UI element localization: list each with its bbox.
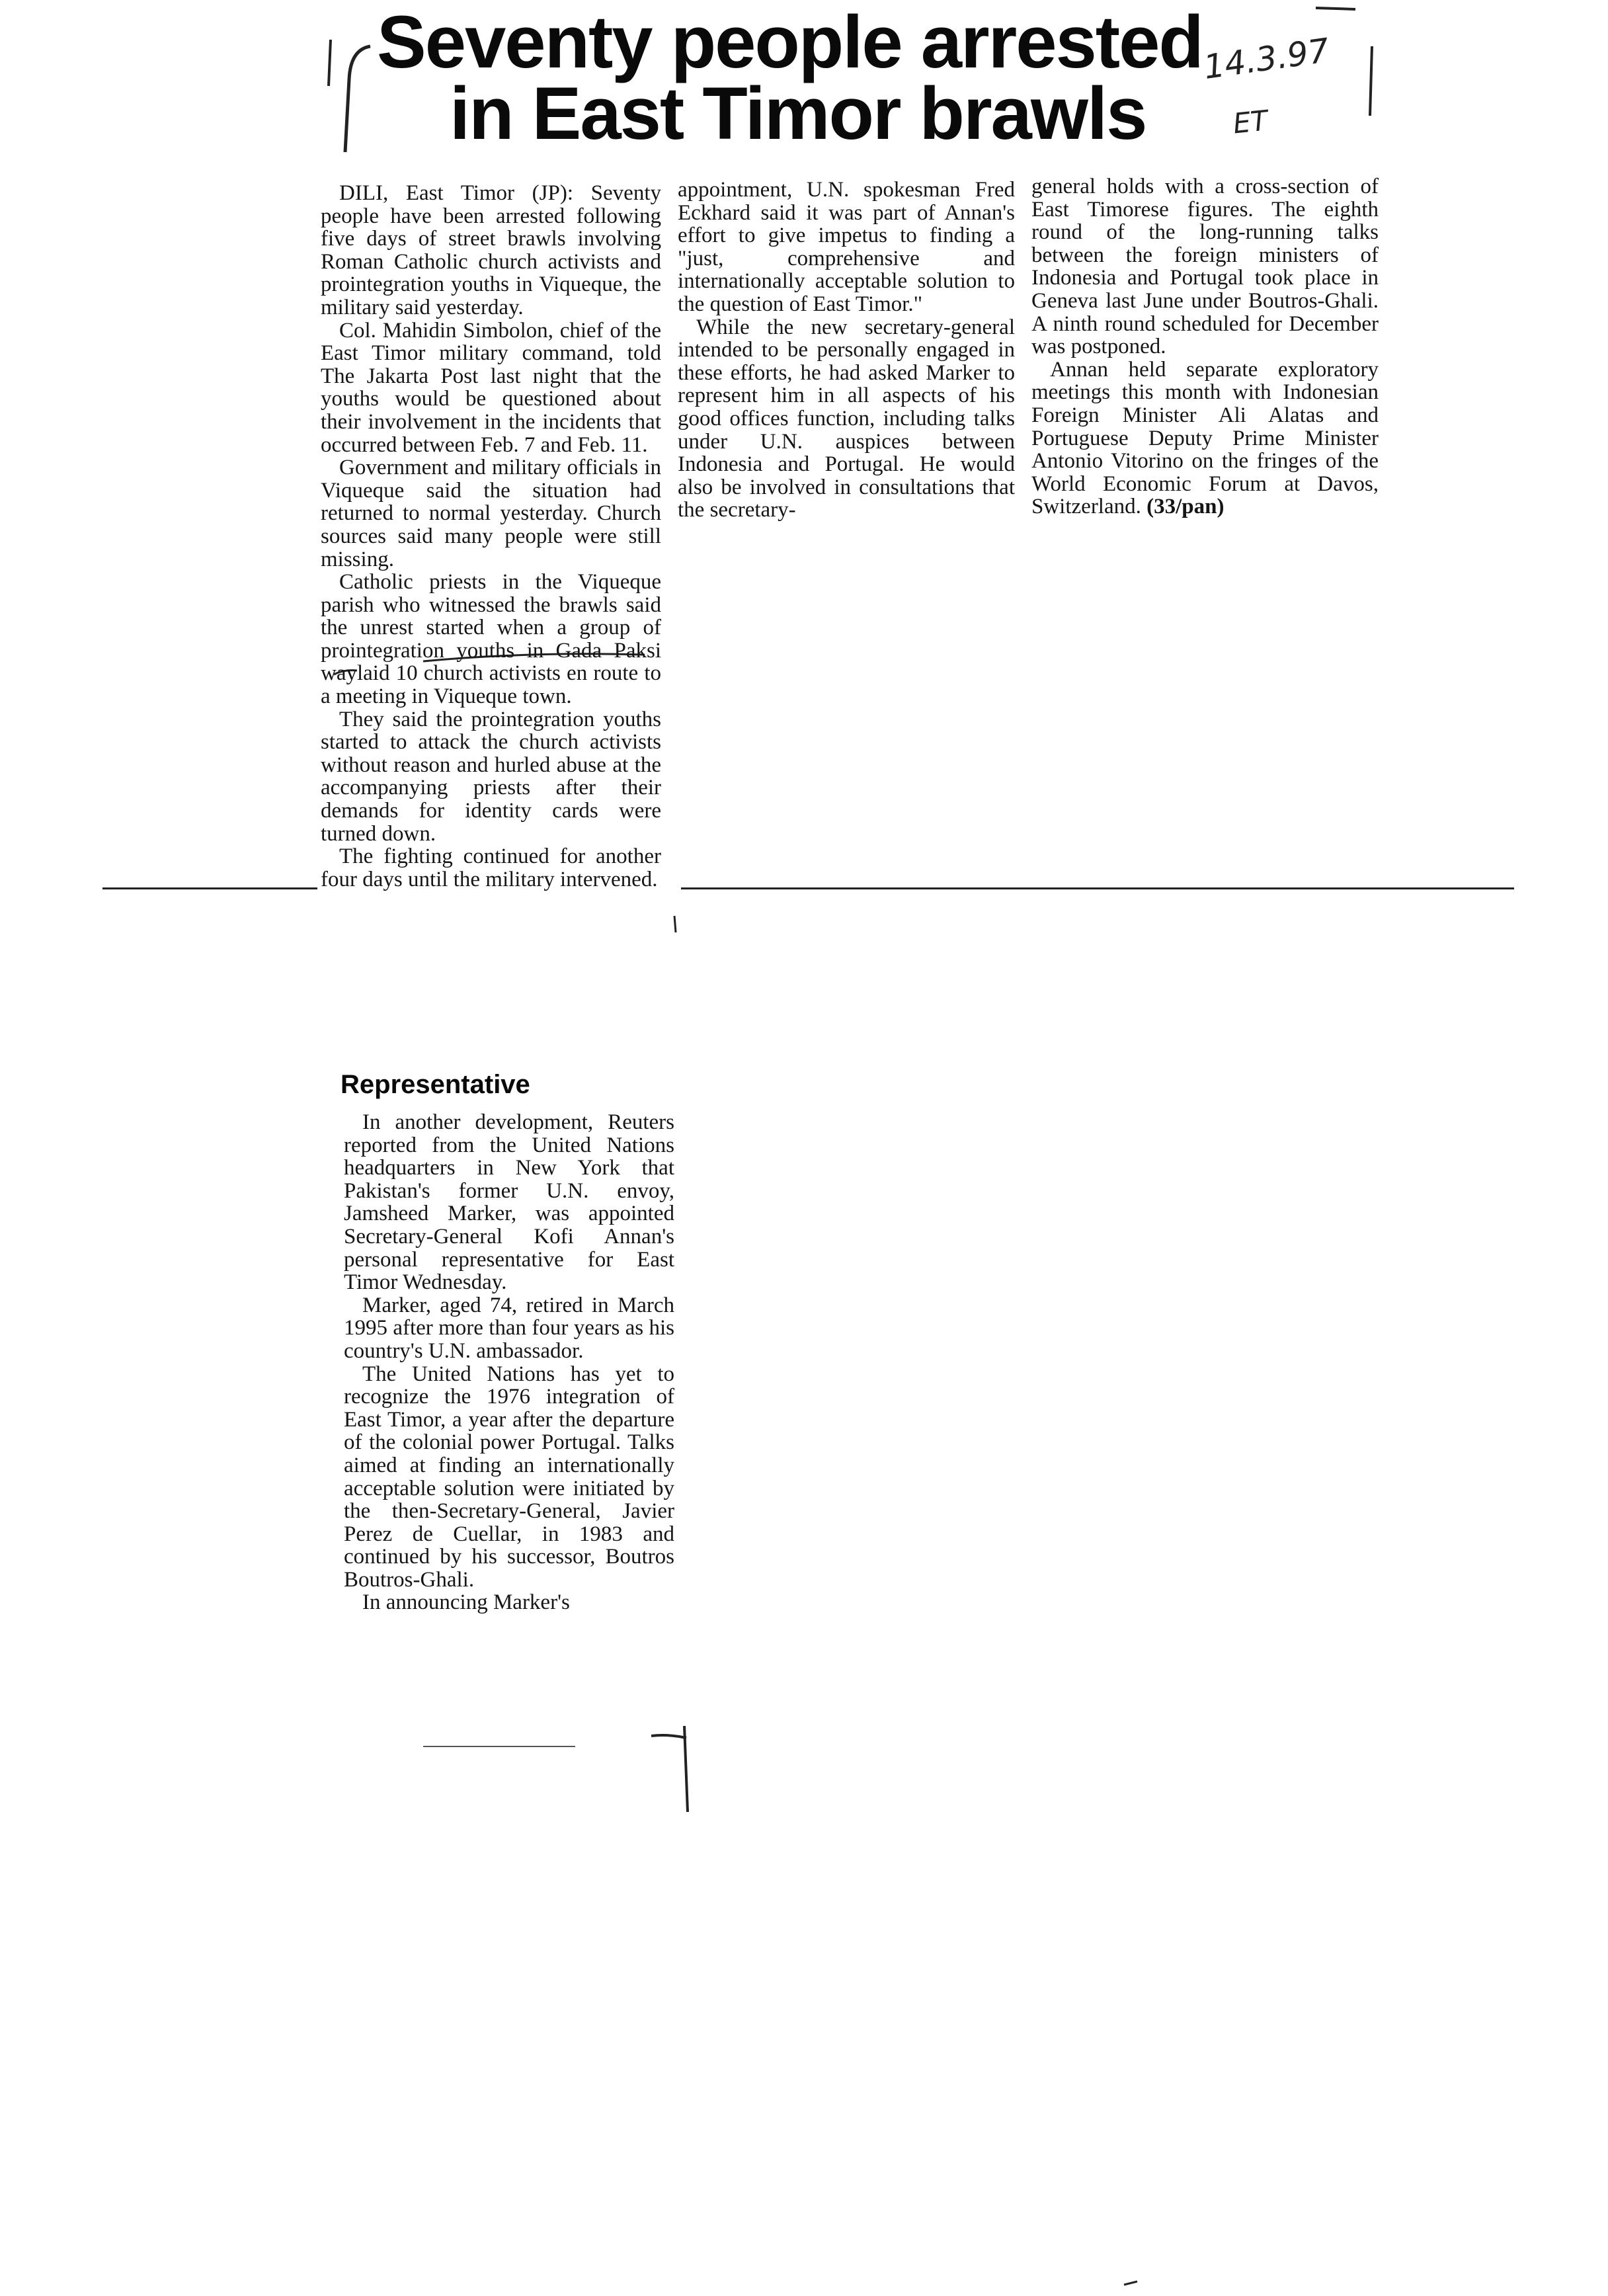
paragraph-1 [321, 182, 661, 319]
paragraph-6: The fighting continued for another four days until the military intervened. [321, 844, 661, 891]
section-rule-right [681, 887, 1514, 889]
paragraph-14 [1031, 358, 1379, 518]
paragraph-2: Col. Mahidin Simbolon, chief of the East Timor military command, told The Jakarta Post last night that the youths would be questioned about their involvement in the incidents that occurred between Feb. 7 and Feb. 11. [321, 318, 661, 457]
paragraph-7: In another development, Reuters reported from the United Nations headquarters in New York that Pakistan's former U.N. envoy, Jamsheed Marker, was appointed Secretary-General Kofi Annan's personal representative for East Timor Wednesday. [344, 1110, 674, 1295]
headline-line-2: in East Timor brawls [450, 72, 1146, 155]
paragraph-12: While the new secretary-general intended to be personally engaged in these efforts, he had asked Marker to represent him in all aspects of his good offices function, including talks under U.N. auspices between Indonesia and Portugal. He would also be involved in consultations that the secretary- [678, 315, 1015, 522]
paragraph-text: Seventy people have been arrested following five days of street brawls involving Roman Catholic church activists and prointegration youths in Viqueque, the military said yesterday. [321, 181, 661, 319]
section-rule-left [102, 887, 317, 889]
paragraph-3: Government and military officials in Viqueque said the situation had returned to normal yesterday. Church sources said many people were still missing. [321, 456, 661, 571]
paragraph-10: In announcing Marker's [362, 1590, 570, 1615]
paragraph-13: general holds with a cross-section of East Timorese figures. The eighth round of the long-running talks between the foreign ministers of Indonesia and Portugal took place in Geneva last June under Boutros-Ghali. A ninth round scheduled for December was postponed. [1031, 175, 1379, 359]
paragraph-text: Annan held separate exploratory meetings this month with Indonesian Foreign Minister Ali Alatas and Portuguese Deputy Prime Minister Antonio Vitorino on the fringes of the World Economic Forum at Davos, Switzerland. [1031, 357, 1379, 519]
paragraph-11: appointment, U.N. spokesman Fred Eckhard said it was part of Annan's effort to give impetus to finding a "just, comprehensive and internationally acceptable solution to the question of East Timor." [678, 178, 1015, 316]
article-column-3 [1031, 175, 1379, 518]
paragraph-4: Catholic priests in the Viqueque parish who witnessed the brawls said the unrest started when a group of prointegration youths in Gada Paksi waylaid 10 church activists en route to a meeting in Viqueque town. [321, 570, 661, 709]
dateline: DILI, East Timor (JP): [339, 181, 574, 205]
article-column-2 [678, 179, 1015, 522]
headline-line-1: Seventy people arrested [377, 1, 1203, 83]
article-column-1 [321, 182, 661, 891]
handwritten-code: ET [1231, 104, 1269, 140]
handwritten-date: 14.3.97 [1201, 31, 1332, 87]
subhead: Representative [341, 1070, 530, 1099]
column-end-rule [423, 1746, 575, 1747]
paragraph-9: The United Nations has yet to recognize the 1976 integration of East Timor, a year after the departure of the colonial power Portugal. Talks aimed at finding an internationally acceptable solution were initiated by the then-Secretary-General, Javier Perez de Cuellar, in 1983 and continued by his successor, Boutros Boutros-Ghali. [344, 1362, 674, 1592]
paragraph-5: They said the prointegration youths started to attack the church activists without reason and hurled abuse at the accompanying priests after their demands for identity cards were turned down. [321, 707, 661, 846]
article-column-1-continued [344, 1111, 674, 1614]
paragraph-8: Marker, aged 74, retired in March 1995 after more than four years as his country's U.N. ambassador. [344, 1293, 674, 1363]
signoff: (33/pan) [1141, 495, 1225, 519]
